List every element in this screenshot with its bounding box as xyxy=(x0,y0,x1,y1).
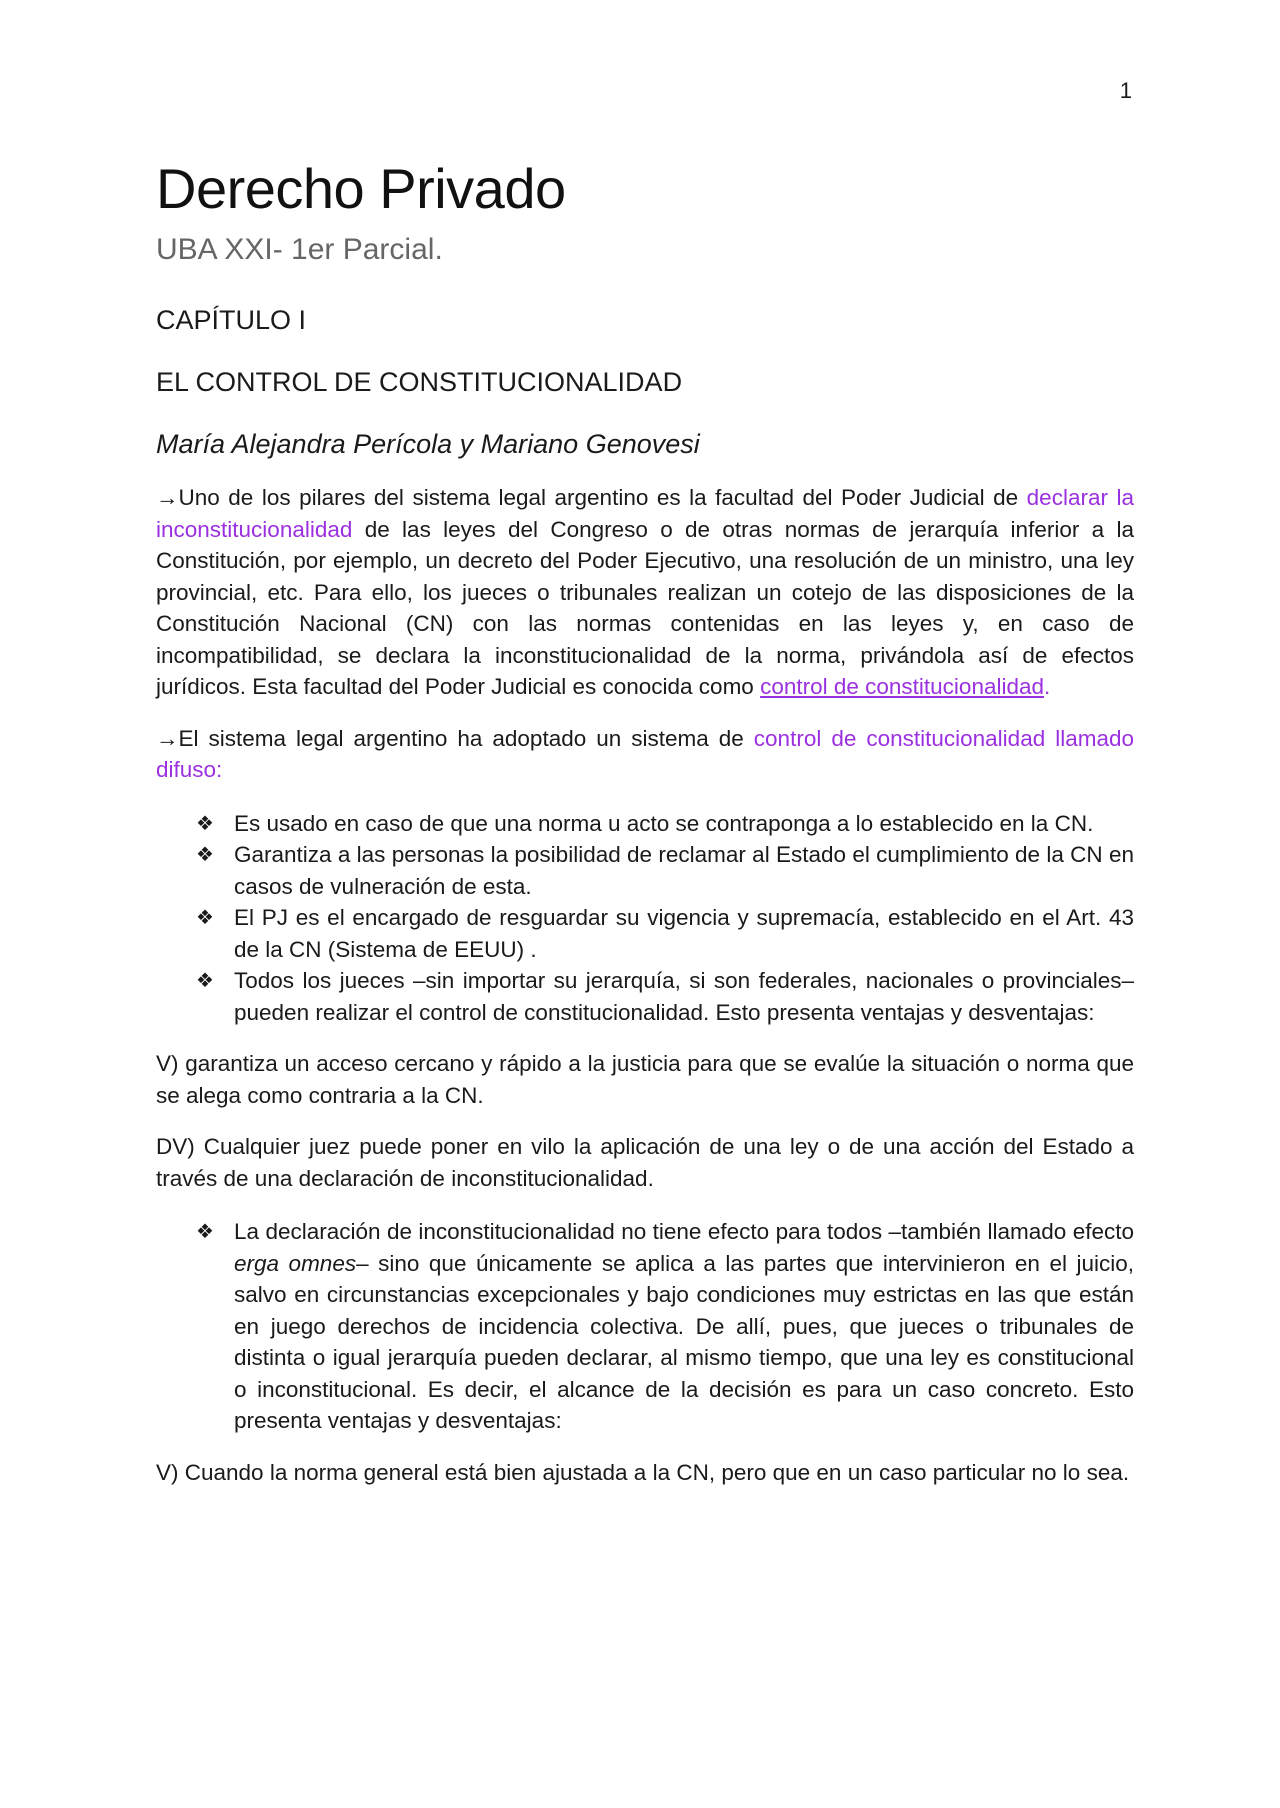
paragraph-sistema-difuso xyxy=(156,723,1134,786)
list-item xyxy=(196,839,1134,902)
diamond-bullet-icon: ❖ xyxy=(196,842,214,866)
list-item xyxy=(196,902,1134,965)
diamond-bullet-icon: ❖ xyxy=(196,1219,214,1243)
list-item xyxy=(196,808,1134,840)
bullet-list-difuso xyxy=(156,808,1134,1029)
bullet-list-efecto xyxy=(156,1216,1134,1437)
paragraph-intro-text-c: . xyxy=(1044,674,1051,699)
chapter-heading: CAPÍTULO I xyxy=(156,305,307,335)
highlight-control-difuso: control de constitucionalidad llamado difuso: xyxy=(156,725,1135,782)
list-item-text: Garantiza a las personas la posibilidad de reclamar al Estado el cumplimiento de la CN en casos de vulneración de esta. xyxy=(234,842,1134,899)
list-item xyxy=(196,965,1134,1028)
document-title: Derecho Privado xyxy=(156,157,566,220)
document-body xyxy=(156,150,1134,1488)
erga-omnes-term: erga omnes xyxy=(234,1250,357,1276)
list-item-text: Es usado en caso de que una norma u acto se contraponga a lo establecido en la CN. xyxy=(234,810,1094,836)
paragraph-desventaja-1: DV) Cualquier juez puede poner en vilo la aplicación de una ley o de una acción del Estado a través de una declaración de inconstitucionalidad. xyxy=(156,1134,1134,1191)
paragraph-intro xyxy=(156,482,1134,703)
paragraph-intro-text-b: de las leyes del Congreso o de otras normas de jerarquía inferior a la Constitución, por ejemplo, un decreto del Poder Ejecutivo, una resolución de un ministro, una ley provincial, etc. Para ello, los jueces o tribunales realizan un cotejo de las disposiciones de la Constitución Nacional (CN) con las normas contenidas en las leyes y, en caso de incompatibilidad, se declara la inconstitucionalidad de la norma, privándola así de efectos jurídicos. Esta facultad del Poder Judicial es conocida como xyxy=(156,516,1134,699)
list-item-text-b: – sino que únicamente se aplica a las partes que intervinieron en el juicio, salvo en circunstancias excepcionales y bajo condiciones muy estrictas en las que están en juego derechos de incidencia colectiva. De allí, pues, que jueces o tribunales de distinta o igual jerarquía pueden declarar, al mismo tiempo, que una ley es constitucional o inconstitucional. Es decir, el alcance de la decisión es para un caso concreto. Esto presenta ventajas y desventajas: xyxy=(234,1250,1134,1433)
list-item-text-a: La declaración de inconstitucionalidad no tiene efecto para todos –también llamado efecto xyxy=(234,1219,1134,1244)
authors-line: María Alejandra Perícola y Mariano Genovesi xyxy=(156,429,700,459)
diamond-bullet-icon: ❖ xyxy=(196,968,214,992)
diamond-bullet-icon: ❖ xyxy=(196,905,214,929)
paragraph-ventaja-2: V) Cuando la norma general está bien ajustada a la CN, pero que en un caso particular no lo sea. xyxy=(156,1459,1130,1485)
list-item-text: El PJ es el encargado de resguardar su vigencia y supremacía, establecido en el Art. 43 de la CN (Sistema de EEUU) . xyxy=(234,905,1134,962)
list-item-text: Todos los jueces –sin importar su jerarquía, si son federales, nacionales o provinciales– pueden realizar el control de constitucionalidad. Esto presenta ventajas y desventajas: xyxy=(234,968,1134,1025)
page-number: 1 xyxy=(1119,78,1132,103)
section-heading: EL CONTROL DE CONSTITUCIONALIDAD xyxy=(156,367,683,397)
paragraph-intro-text-a: →Uno de los pilares del sistema legal argentino es la facultad del Poder Judicial de xyxy=(156,485,1027,510)
document-subtitle: UBA XXI- 1er Parcial. xyxy=(156,233,443,266)
paragraph-ventaja-1: V) garantiza un acceso cercano y rápido a la justicia para que se evalúe la situación o norma que se alega como contraria a la CN. xyxy=(156,1051,1134,1108)
diamond-bullet-icon: ❖ xyxy=(196,810,214,835)
link-control-de-constitucionalidad[interactable]: control de constitucionalidad xyxy=(760,674,1045,699)
highlight-declarar-inconstitucionalidad: declarar la inconstitucionalidad xyxy=(156,485,1134,542)
paragraph-sistema-text-a: →El sistema legal argentino ha adoptado un sistema de xyxy=(156,725,754,751)
list-item xyxy=(196,1216,1134,1437)
